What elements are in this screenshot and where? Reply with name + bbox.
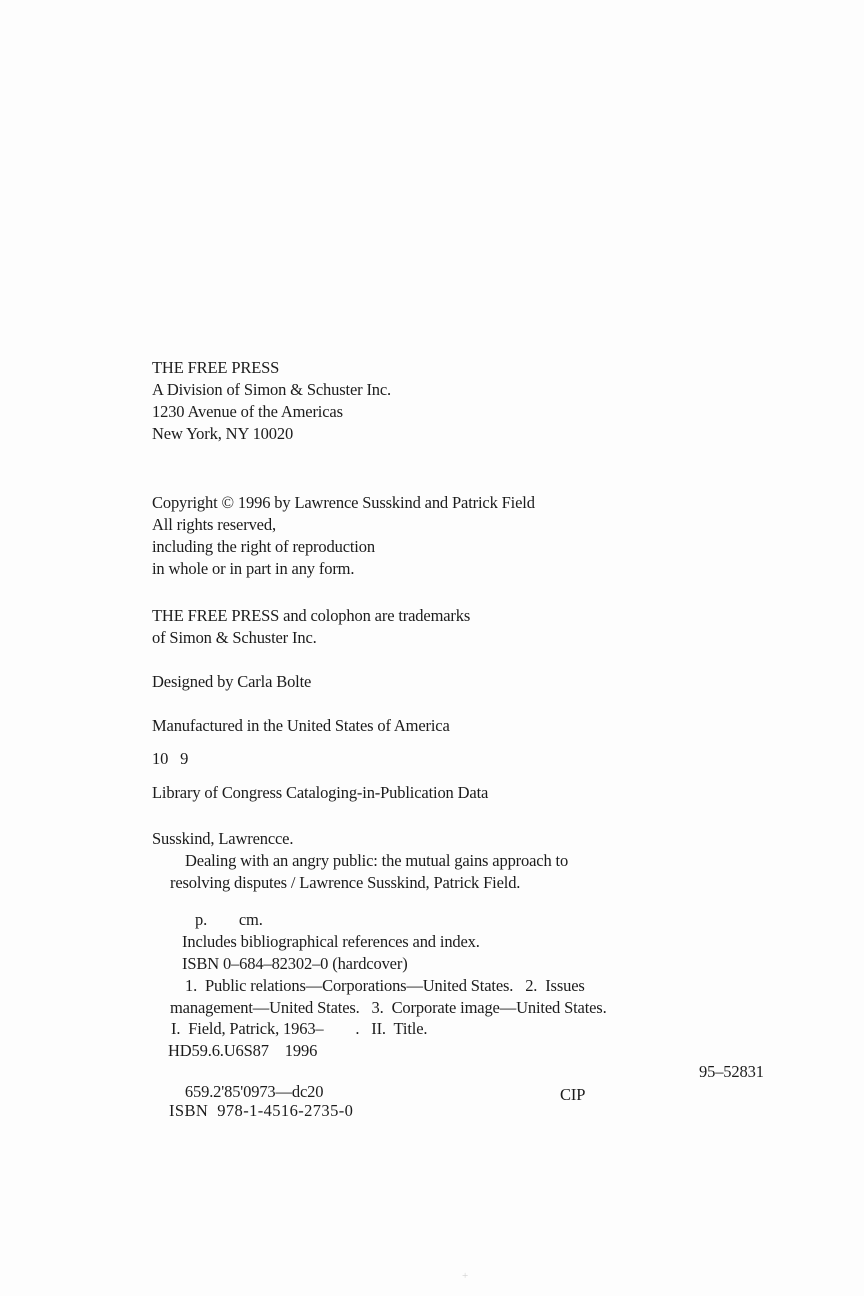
printing-number-line: 10 9 [152,749,189,768]
manufactured-line: Manufactured in the United States of America [152,716,450,735]
isbn-ebook: ISBN 978-1-4516-2735-0 [169,1101,354,1120]
lccn-heading: Library of Congress Cataloging-in-Publication Data [152,783,489,802]
catalog-includes-note: Includes bibliographical references and index. [182,932,480,951]
publisher-name: THE FREE PRESS [152,358,280,377]
catalog-isbn-hardcover: ISBN 0–684–82302–0 (hardcover) [182,954,408,973]
catalog-call-number: HD59.6.U6S87 1996 [168,1041,318,1060]
catalog-dewey-number: 659.2'85'0973—dc20 [184,1082,324,1101]
catalog-pagination: p. cm. [195,910,263,929]
trademark-line-2: of Simon & Schuster Inc. [152,628,317,647]
scan-artifact-mark: + [462,1270,469,1282]
rights-line-3: in whole or in part in any form. [152,559,355,578]
copyright-notice: Copyright © 1996 by Lawrence Susskind and Patrick Field [152,493,535,512]
catalog-lc-control-number: 95–52831 [699,1062,764,1081]
catalog-title-line-2: resolving disputes / Lawrence Susskind, Patrick Field. [170,873,521,892]
catalog-title-line-1: Dealing with an angry public: the mutual gains approach to [185,851,569,870]
trademark-line-1: THE FREE PRESS and colophon are trademarks [152,606,471,625]
publisher-division: A Division of Simon & Schuster Inc. [152,380,392,399]
catalog-subjects-line-2: management—United States. 3. Corporate image—United States. [170,998,607,1017]
catalog-cip-mark: CIP [560,1085,586,1104]
rights-line-2: including the right of reproduction [152,537,375,556]
catalog-added-entries: I. Field, Patrick, 1963– . II. Title. [171,1019,428,1038]
catalog-subjects-line-1: 1. Public relations—Corporations—United States. 2. Issues [185,976,585,995]
publisher-city: New York, NY 10020 [152,424,294,443]
designer-credit: Designed by Carla Bolte [152,672,312,691]
publisher-street: 1230 Avenue of the Americas [152,402,343,421]
catalog-author: Susskind, Lawrencce. [152,829,294,848]
rights-line-1: All rights reserved, [152,515,276,534]
